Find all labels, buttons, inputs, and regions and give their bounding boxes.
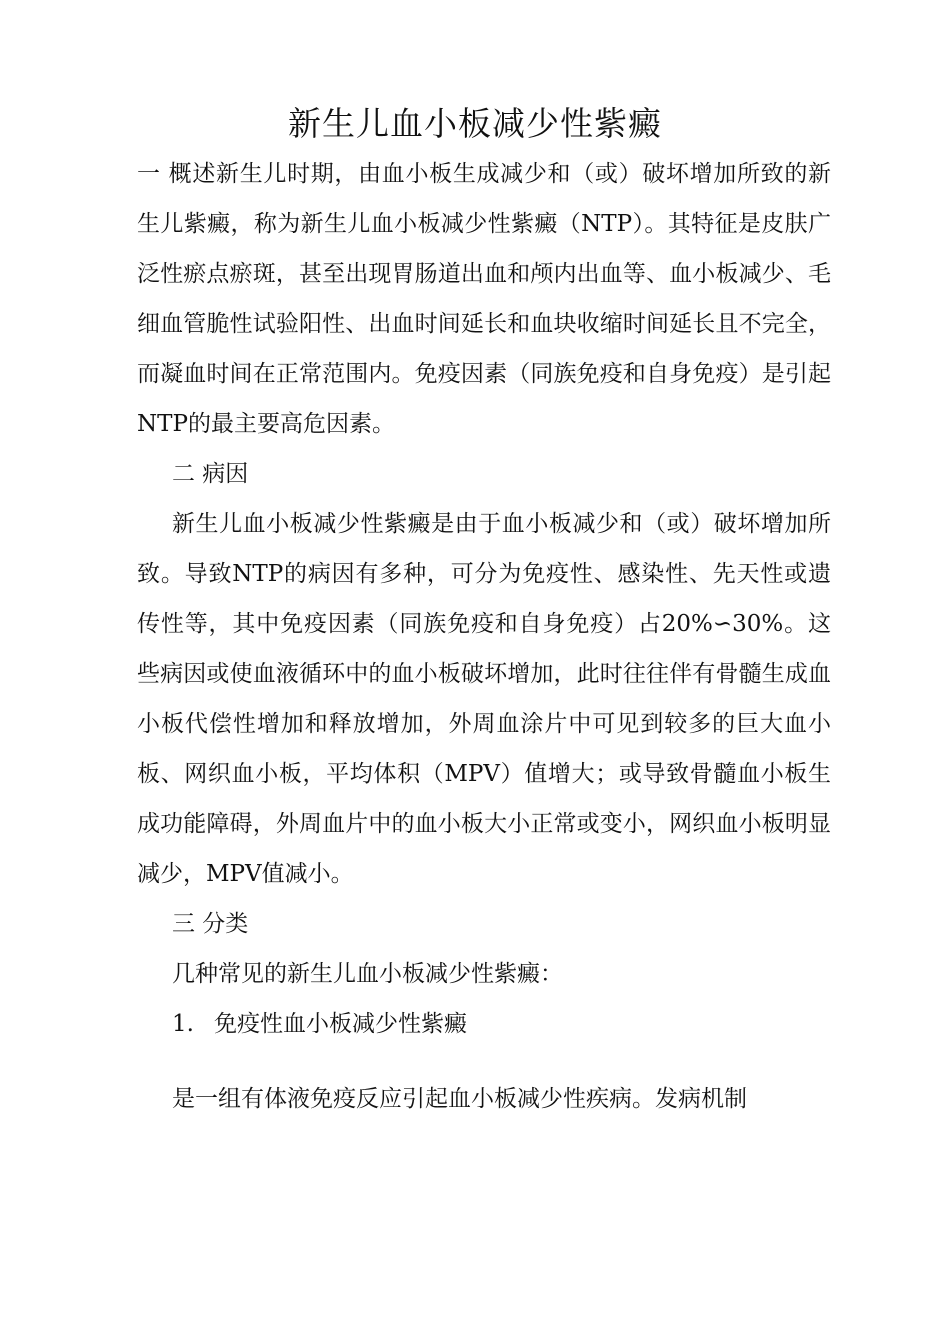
section-heading-cause: 二 病因 <box>172 461 249 487</box>
section-heading-classification: 三 分类 <box>172 911 249 937</box>
paragraph-spacer <box>137 1049 831 1074</box>
list-item <box>137 999 831 1049</box>
cause-paragraph: 新生儿血小板减少性紫癜是由于血小板减少和（或）破坏增加所致。导致NTP的病因有多种，可分为免疫性、感染性、先天性或遗传性等，其中免疫因素（同族免疫和自身免疫）占20%∽30%。这些病因或使血液循环中的血小板破坏增加，此时往往伴有骨髓生成血小板代偿性增加和释放增加，外周血涂片中可见到较多的巨大血小板、网织血小板，平均体积（MPV）值增大；或导致骨髓血小板生成功能障碍，外周血片中的血小板大小正常或变小，网织血小板明显减少，MPV值减小。 <box>137 511 831 887</box>
document-title: 新生儿血小板减少性紫癜 <box>288 104 662 143</box>
document-body <box>137 149 831 1124</box>
overview-paragraph: 一 概述新生儿时期，由血小板生成减少和（或）破坏增加所致的新生儿紫癜，称为新生儿血小板减少性紫癜（NTP）。其特征是皮肤广泛性瘀点瘀斑，甚至出现胃肠道出血和颅内出血等、血小板减少、毛细血管脆性试验阳性、出血时间延长和血块收缩时间延长且不完全，而凝血时间在正常范围内。免疫因素（同族免疫和自身免疫）是引起NTP的最主要高危因素。 <box>137 161 831 437</box>
classification-intro: 几种常见的新生儿血小板减少性紫癜： <box>172 961 563 987</box>
list-item-number: 1. <box>172 1011 194 1037</box>
list-item-label: 免疫性血小板减少性紫癜 <box>214 1011 467 1037</box>
immune-paragraph: 是一组有体液免疫反应引起血小板减少性疾病。发病机制 <box>172 1086 747 1112</box>
